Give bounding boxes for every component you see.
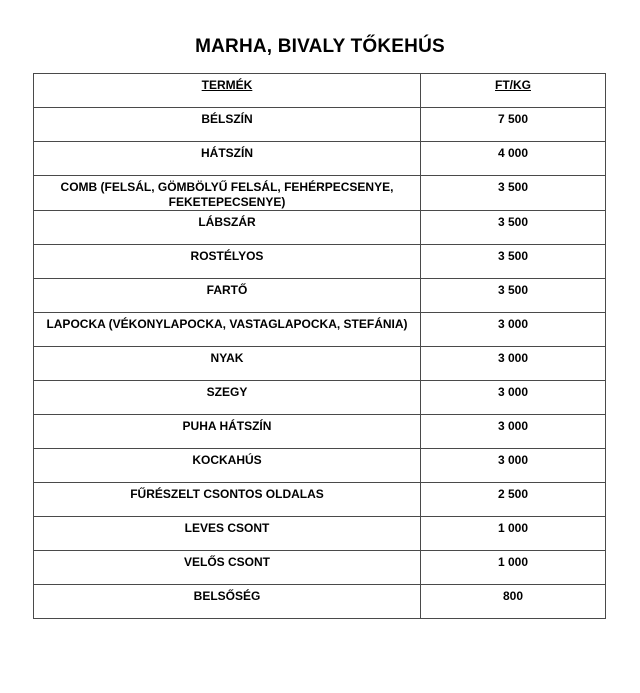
product-cell: BÉLSZÍN <box>34 108 421 142</box>
price-cell: 3 500 <box>421 176 606 211</box>
table-row <box>34 585 606 619</box>
table-row <box>34 449 606 483</box>
price-cell: 3 500 <box>421 245 606 279</box>
price-cell: 7 500 <box>421 108 606 142</box>
price-cell: 3 000 <box>421 347 606 381</box>
product-cell: LAPOCKA (VÉKONYLAPOCKA, VASTAGLAPOCKA, STEFÁNIA) <box>34 313 421 347</box>
table-row <box>34 551 606 585</box>
product-cell: FŰRÉSZELT CSONTOS OLDALAS <box>34 483 421 517</box>
price-cell: 4 000 <box>421 142 606 176</box>
table-row <box>34 483 606 517</box>
table-row <box>34 313 606 347</box>
product-cell: SZEGY <box>34 381 421 415</box>
price-cell: 3 500 <box>421 279 606 313</box>
product-cell: HÁTSZÍN <box>34 142 421 176</box>
table-row <box>34 279 606 313</box>
product-cell: PUHA HÁTSZÍN <box>34 415 421 449</box>
price-cell: 3 000 <box>421 449 606 483</box>
product-cell: LÁBSZÁR <box>34 211 421 245</box>
table-row <box>34 176 606 211</box>
table-row <box>34 347 606 381</box>
price-cell: 3 000 <box>421 381 606 415</box>
product-cell: NYAK <box>34 347 421 381</box>
price-cell: 3 000 <box>421 415 606 449</box>
table-row <box>34 108 606 142</box>
product-cell: COMB (FELSÁL, GÖMBÖLYŰ FELSÁL, FEHÉRPECSENYE, FEKETEPECSENYE) <box>34 176 421 211</box>
table-row <box>34 415 606 449</box>
table-row <box>34 381 606 415</box>
product-cell: LEVES CSONT <box>34 517 421 551</box>
column-header-product: TERMÉK <box>34 74 421 108</box>
price-cell: 1 000 <box>421 551 606 585</box>
price-cell: 3 500 <box>421 211 606 245</box>
price-cell: 1 000 <box>421 517 606 551</box>
table-row <box>34 142 606 176</box>
product-cell: VELŐS CSONT <box>34 551 421 585</box>
column-header-price: FT/KG <box>421 74 606 108</box>
product-cell: ROSTÉLYOS <box>34 245 421 279</box>
table-header-row <box>34 74 606 108</box>
price-table <box>33 73 606 619</box>
product-cell: FARTŐ <box>34 279 421 313</box>
table-row <box>34 211 606 245</box>
price-cell: 800 <box>421 585 606 619</box>
price-cell: 3 000 <box>421 313 606 347</box>
table-row <box>34 517 606 551</box>
product-cell: BELSŐSÉG <box>34 585 421 619</box>
product-cell: KOCKAHÚS <box>34 449 421 483</box>
table-row <box>34 245 606 279</box>
price-cell: 2 500 <box>421 483 606 517</box>
page-title: MARHA, BIVALY TŐKEHÚS <box>195 36 445 57</box>
